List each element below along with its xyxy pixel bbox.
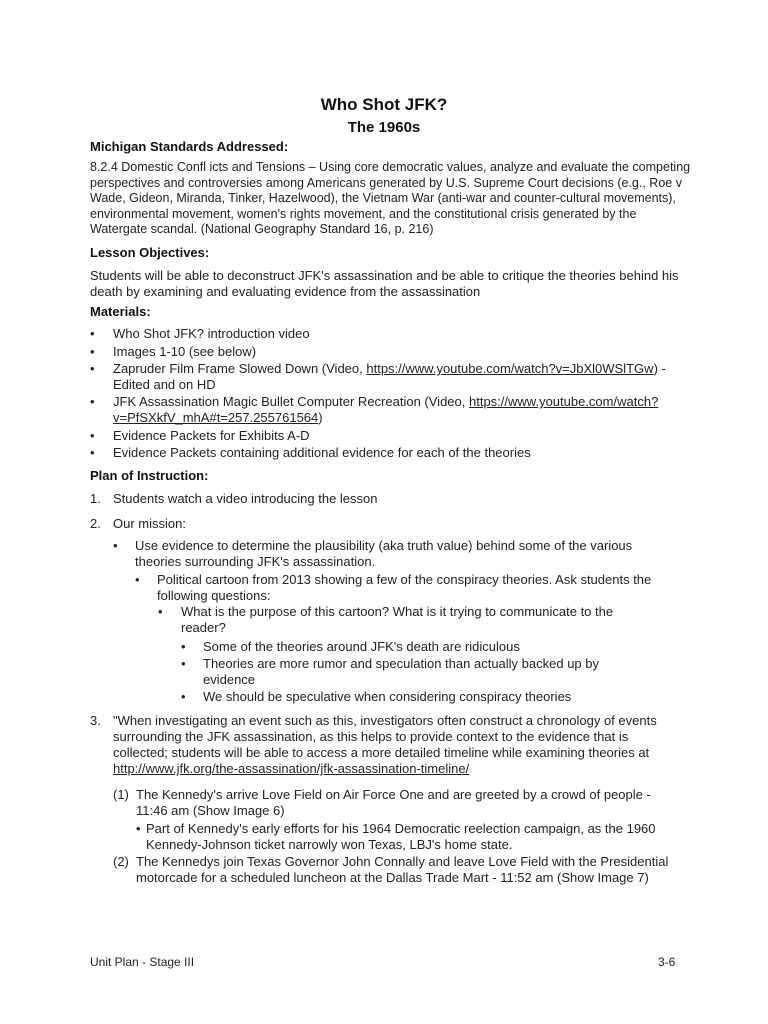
plan-step-1: 1. Students watch a video introducing the lesson [90, 491, 378, 506]
timeline-event-1: (1) The Kennedy's arrive Love Field on Air Force One and are greeted by a crowd of people - 11:46 am (Show Image 6) [113, 787, 651, 818]
plan-heading: Plan of Instruction: [90, 468, 209, 483]
materials-heading: Materials: [90, 304, 151, 319]
materials-item: • Who Shot JFK? introduction video [90, 326, 310, 341]
zapruder-video-link[interactable]: https://www.youtube.com/watch?v=JbXl0WSlTGw [366, 361, 654, 376]
footer-page-number: 3-6 [658, 955, 676, 969]
footer-unit-plan: Unit Plan - Stage III [90, 955, 195, 969]
timeline-event-2: (2) The Kennedys join Texas Governor John Connally and leave Love Field with the Presidential motorcade for a scheduled luncheon at the Dallas Trade Mart - 11:52 am (Show Image 7) [113, 854, 669, 885]
objectives-text: Students will be able to deconstruct JFK's assassination and be able to critique the theories behind his death by examining and evaluating evidence from the assassination [90, 268, 679, 299]
jfk-timeline-link[interactable]: http://www.jfk.org/the-assassination/jfk-assassination-timeline/ [113, 761, 470, 776]
plan-step-2: 2. Our mission: [90, 516, 186, 531]
materials-item: • Evidence Packets for Exhibits A-D [90, 428, 310, 443]
materials-item-magic-bullet: • JFK Assassination Magic Bullet Computer Recreation (Video, https://www.youtube.com/watch?v=PfSXkfV_mhA#t=257.255761564) [90, 394, 659, 425]
answer-bullet: • Theories are more rumor and speculation than actually backed up by evidence [181, 656, 599, 687]
document-title: Who Shot JFK? [320, 95, 448, 114]
answer-bullet: • We should be speculative when considering conspiracy theories [181, 689, 572, 704]
cartoon-bullet: • Political cartoon from 2013 showing a few of the conspiracy theories. Ask students the following questions: [135, 572, 652, 603]
materials-item: • Images 1-10 (see below) [90, 344, 257, 359]
mission-bullet: • Use evidence to determine the plausibility (aka truth value) behind some of the various theories surrounding JFK's assassination. [113, 538, 633, 569]
answer-bullet: • Some of the theories around JFK's death are ridiculous [181, 639, 520, 654]
document-subtitle: The 1960s [347, 119, 421, 136]
question-bullet: • What is the purpose of this cartoon? What is it trying to communicate to the reader? [158, 604, 614, 635]
timeline-event-1-detail: • Part of Kennedy's early efforts for his 1964 Democratic reelection campaign, as the 1960 Kennedy-Johnson ticket narrowly won Texas, LBJ's home state. [136, 821, 656, 852]
standards-heading: Michigan Standards Addressed: [90, 139, 289, 154]
plan-step-3: 3. "When investigating an event such as this, investigators often construct a chronology of events surrounding the JFK assassination, as this helps to provide context to the evidence that is collected; students will be able to access a more detailed timeline while examining theories at http://www.jfk.org/the-assassination/jfk-assassination-timeline/ [90, 713, 657, 776]
standards-text: 8.2.4 Domestic Confl icts and Tensions – Using core democratic values, analyze and evaluate the competing perspectives and controversies among Americans generated by U.S. Supreme Court decisions (e.g., Roe v Wade, Gideon, Miranda, Tinker, Hazelwood), the Vietnam War (anti-war and counter-cultural movements), environmental movement, women's rights movement, and the constitutional crisis generated by the Watergate scandal. (National Geography Standard 16, p. 216) [90, 160, 691, 236]
materials-item-zapruder: • Zapruder Film Frame Slowed Down (Video, https://www.youtube.com/watch?v=JbXl0WSlTGw) - Edited and on HD [90, 361, 666, 392]
magic-bullet-video-link[interactable]: https://www.youtube.com/watch?v=PfSXkfV_mhA#t=257.255761564 [113, 394, 659, 425]
objectives-heading: Lesson Objectives: [90, 245, 210, 260]
materials-item: • Evidence Packets containing additional evidence for each of the theories [90, 445, 531, 460]
